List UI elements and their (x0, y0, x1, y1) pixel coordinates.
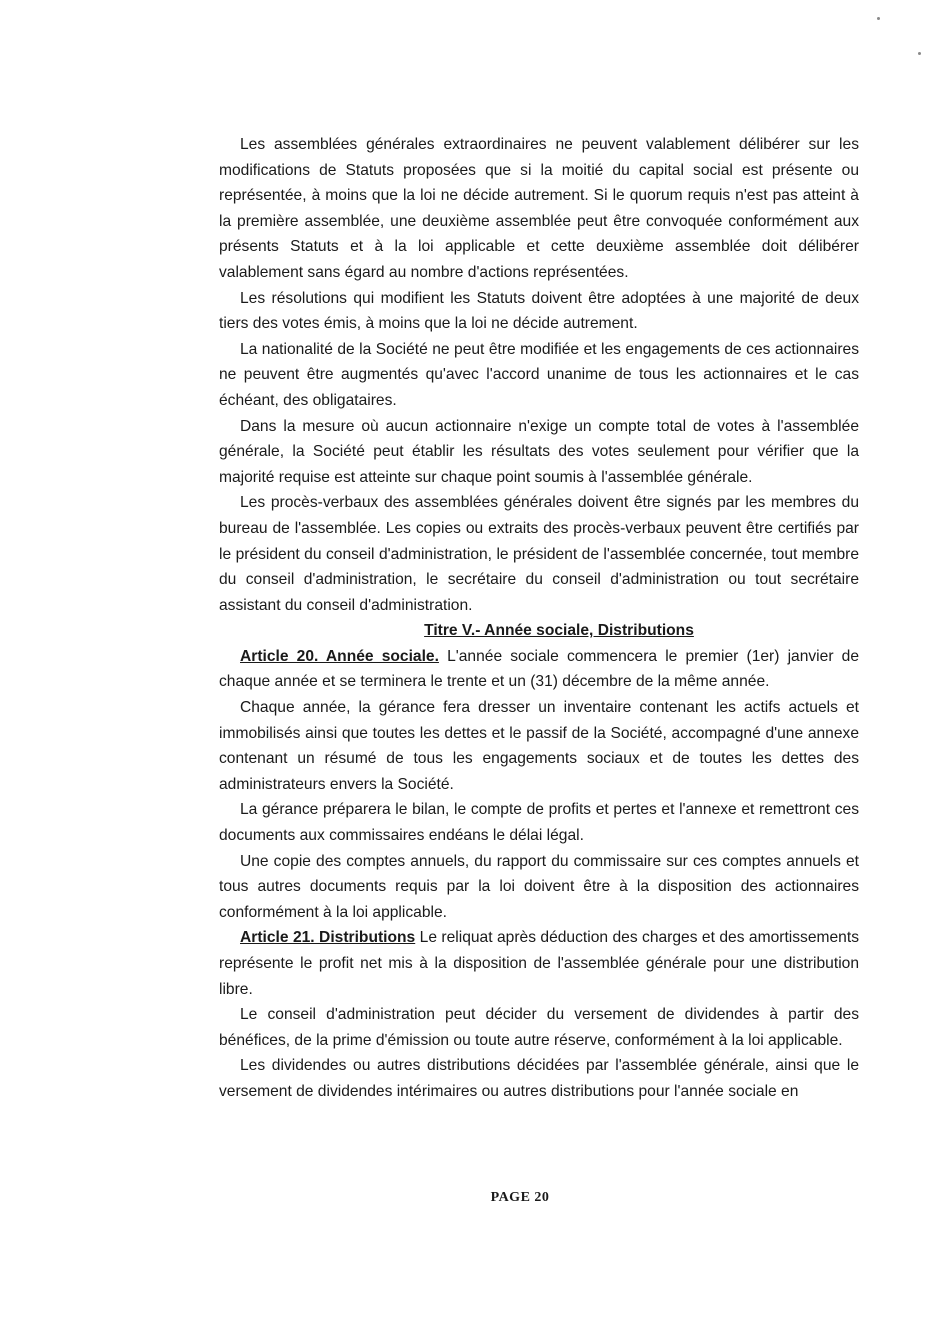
paragraph: Dans la mesure où aucun actionnaire n'exige un compte total de votes à l'assemblée générale, la Société peut établir les résultats des votes seulement pour vérifier que la majorité requise est atteinte sur chaque point soumis à l'assemblée générale. (219, 417, 859, 486)
page-number: PAGE 20 (490, 1190, 550, 1205)
article-20-title: Article 20. Année sociale. (240, 647, 439, 665)
section-heading: Titre V.- Année sociale, Distributions (424, 622, 694, 640)
scan-speck (877, 17, 880, 20)
scan-speck (918, 52, 921, 55)
paragraph: Les procès-verbaux des assemblées générales doivent être signés par les membres du bureau de l'assemblée. Les copies ou extraits des procès-verbaux peuvent être certifiés par le président du conseil d'administration, le président de l'assemblée concernée, tout membre du conseil d'administration, le secrétaire du conseil d'administration ou tout secrétaire assistant du conseil d'administration. (219, 494, 859, 614)
paragraph: Le conseil d'administration peut décider du versement de dividendes à partir des bénéfices, de la prime d'émission ou toute autre réserve, conformément à la loi applicable. (219, 1006, 859, 1049)
paragraph: Les résolutions qui modifient les Statuts doivent être adoptées à une majorité de deux tiers des votes émis, à moins que la loi ne décide autrement. (219, 289, 859, 333)
paragraph: Les dividendes ou autres distributions décidées par l'assemblée générale, ainsi que le versement de dividendes intérimaires ou autres distributions pour l'année sociale en (219, 1057, 859, 1100)
paragraph: Chaque année, la gérance fera dresser un inventaire contenant les actifs actuels et immobilisés ainsi que toutes les dettes et le passif de la Société, accompagné d'une annexe contenant un résumé de tous les engagements sociaux et de toutes les dettes des administrateurs envers la Société. (219, 699, 859, 793)
paragraph: La gérance préparera le bilan, le compte de profits et pertes et l'annexe et remettront ces documents aux commissaires endéans le délai légal. (219, 801, 859, 845)
article-21-title: Article 21. Distributions (240, 929, 416, 947)
paragraph: La nationalité de la Société ne peut être modifiée et les engagements de ces actionnaires ne peuvent être augmentés qu'avec l'accord unanime de tous les actionnaires et le cas échéant, des obligataires. (219, 340, 859, 409)
article-21-paragraph (219, 925, 859, 1002)
article-20-text: L'année sociale commencera le premier (1er) janvier de chaque année et se terminera le trente et un (31) décembre de la même année. (219, 647, 860, 691)
paragraph: Les assemblées générales extraordinaires ne peuvent valablement délibérer sur les modifications de Statuts proposées que si la moitié du capital social est présente ou représentée, à moins que la loi ne décide autrement. Si le quorum requis n'est pas atteint à la première assemblée, une deuxième assemblée peut être convoquée conformément aux présents Statuts et à la loi applicable et cette deuxième assemblée doit délibérer valablement sans égard au nombre d'actions représentées. (219, 136, 859, 281)
paragraph: Une copie des comptes annuels, du rapport du commissaire sur ces comptes annuels et tous autres documents requis par la loi doivent être à la disposition des actionnaires conformément à la loi applicable. (219, 852, 859, 921)
article-20-paragraph (219, 644, 859, 695)
document-body (219, 132, 859, 1105)
article-21-text: Le reliquat après déduction des charges et des amortissements représente le profit net mis à la disposition de l'assemblée générale pour une distribution libre. (219, 929, 859, 998)
